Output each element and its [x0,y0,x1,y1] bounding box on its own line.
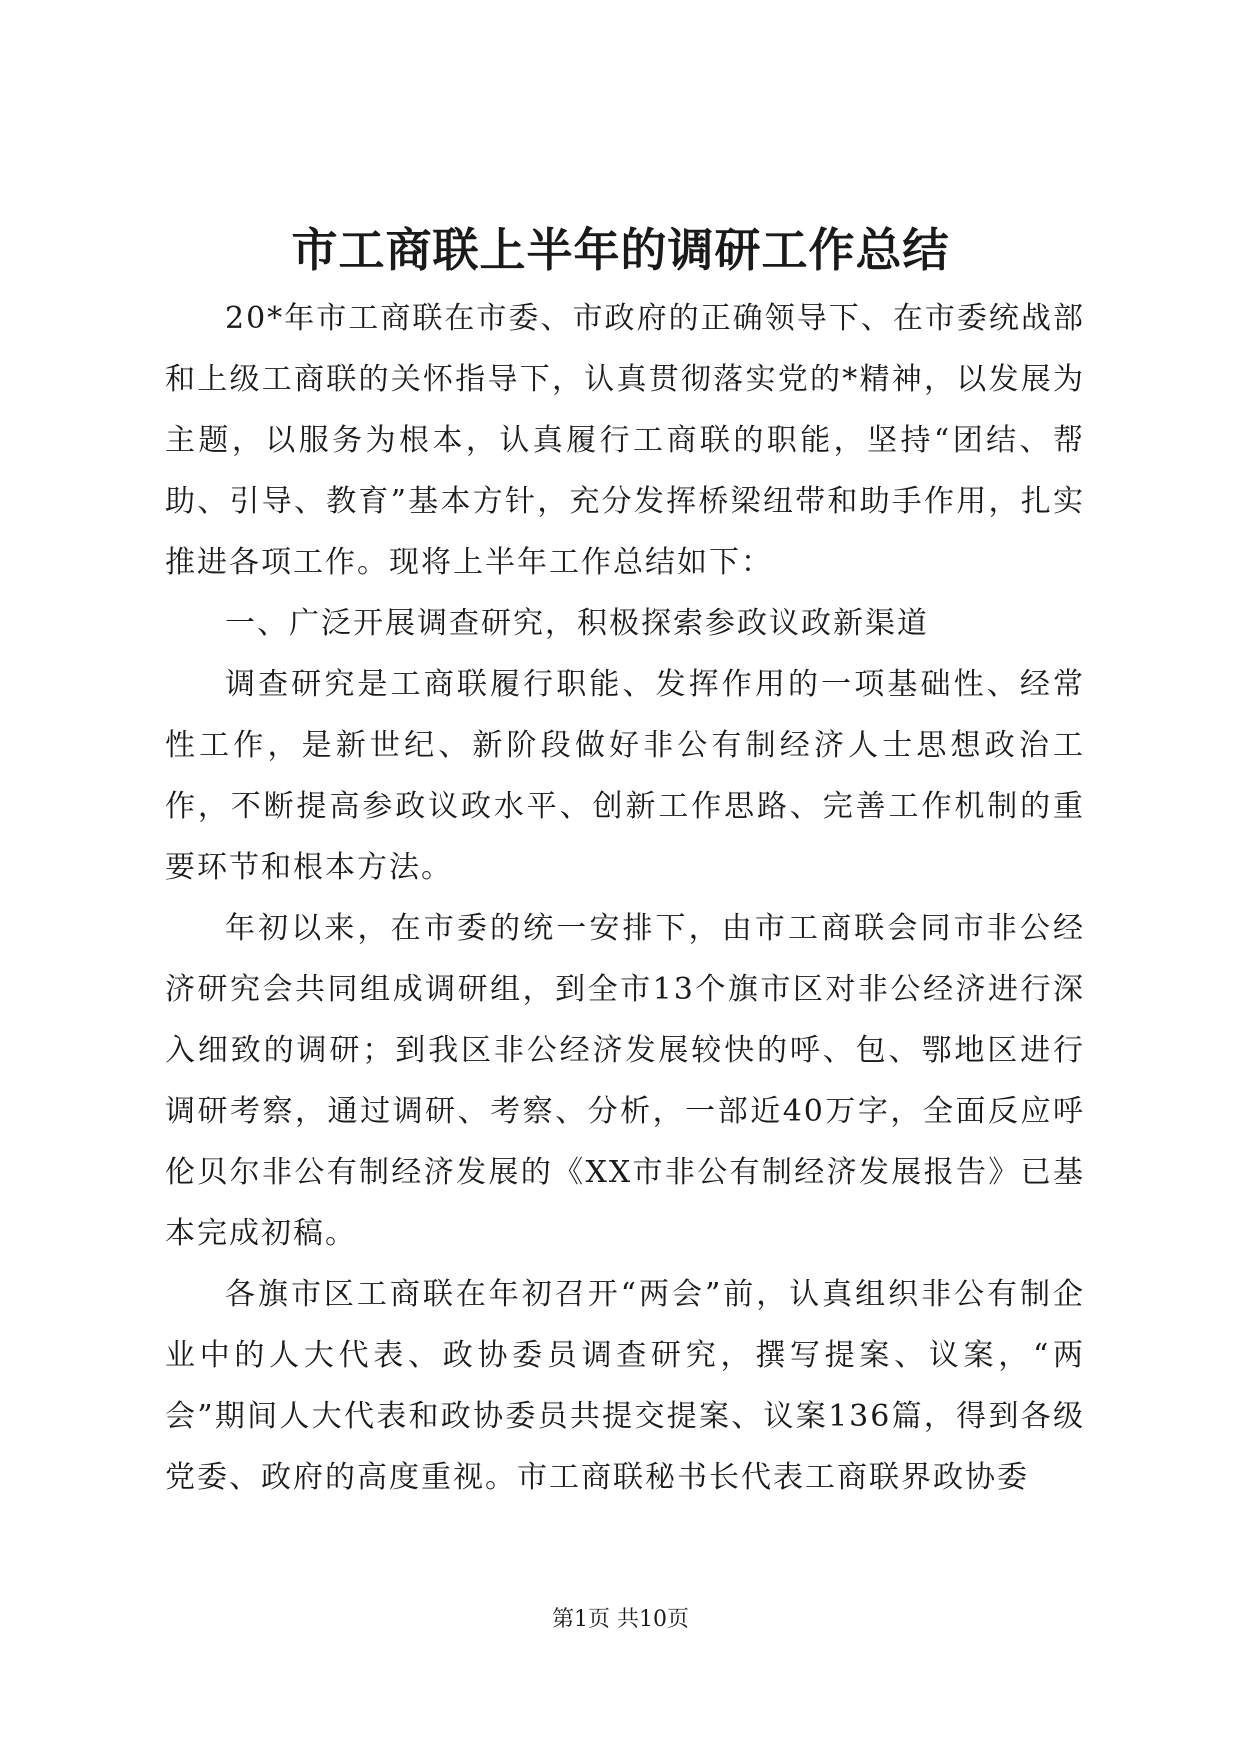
paragraph-research-overview: 调查研究是工商联履行职能、发挥作用的一项基础性、经常性工作，是新世纪、新阶段做好非公有制经济人士思想政治工作，不断提高参政议政水平、创新工作思路、完善工作机制的重要环节和根本方法。 [165,667,1085,885]
paragraph-intro: 20*年市工商联在市委、市政府的正确领导下、在市委统战部和上级工商联的关怀指导下，认真贯彻落实党的*精神，以发展为主题，以服务为根本，认真履行工商联的职能，坚持“团结、帮助、引导、教育”基本方针，充分发挥桥梁纽带和助手作用，扎实推进各项工作。现将上半年工作总结如下： [165,301,1085,580]
document-body [165,288,1085,1508]
section-heading-1: 一、广泛开展调查研究，积极探索参政议政新渠道 [225,606,929,641]
paragraph-two-sessions: 各旗市区工商联在年初召开“两会”前，认真组织非公有制企业中的人大代表、政协委员调查研究，撰写提案、议案，“两会”期间人大代表和政协委员共提交提案、议案136篇，得到各级党委、政府的高度重视。市工商联秘书长代表工商联界政协委 [165,1277,1085,1495]
paragraph-research-progress: 年初以来，在市委的统一安排下，由市工商联会同市非公经济研究会共同组成调研组，到全市13个旗市区对非公经济进行深入细致的调研；到我区非公经济发展较快的呼、包、鄂地区进行调研考察，通过调研、考察、分析，一部近40万字，全面反应呼伦贝尔非公有制经济发展的《XX市非公有制经济发展报告》已基本完成初稿。 [165,911,1085,1251]
document-title: 市工商联上半年的调研工作总结 [291,223,950,277]
page-number-footer: 第1页 共10页 [552,1607,689,1632]
